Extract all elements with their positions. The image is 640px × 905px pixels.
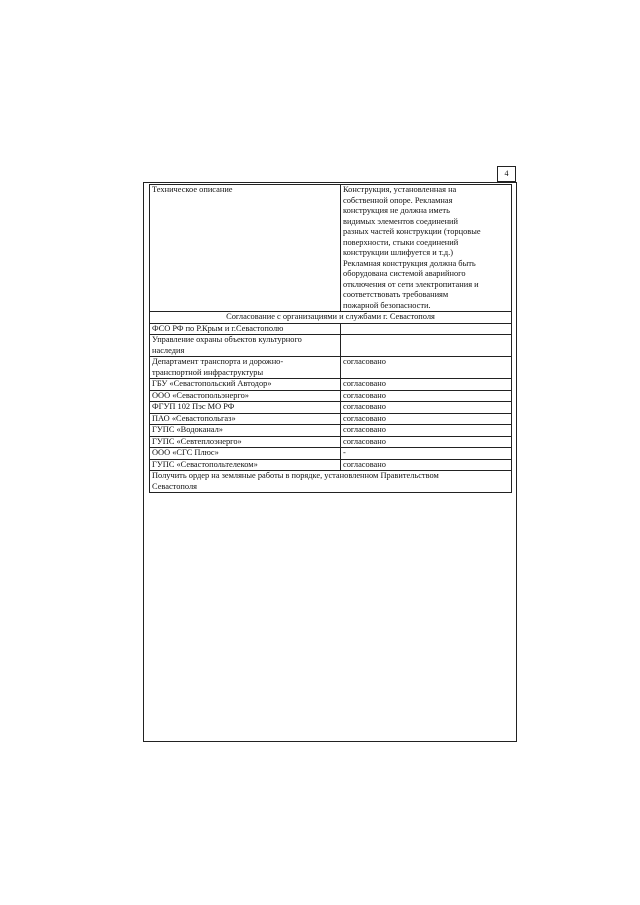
org-line: ООО «СГС Плюс» <box>152 448 219 457</box>
org-line: наследия <box>152 345 185 355</box>
org-line: ГУПС «Севтеплоэнерго» <box>152 436 242 446</box>
tech-description-row <box>150 185 512 312</box>
tech-line: отключения от сети электропитания и <box>343 279 479 289</box>
approval-status: согласовано <box>341 425 512 437</box>
tech-line: конструкция не должна иметь <box>343 206 450 215</box>
tech-line: Конструкция, установленная на <box>343 185 457 194</box>
tech-line: Рекламная конструкция должна быть <box>343 258 476 268</box>
tech-line: поверхности, стыки соединений <box>343 237 459 247</box>
org-line: Управление охраны объектов культурного <box>152 335 302 344</box>
org-line: ФГУП 102 Пэс МО РФ <box>152 402 235 411</box>
table-row <box>150 323 512 335</box>
tech-line: оборудована системой аварийного <box>343 269 466 278</box>
org-line: ГБУ «Севастопольский Автодор» <box>152 379 272 388</box>
org-name <box>150 436 341 448</box>
footer-note <box>150 471 512 493</box>
tech-description-text <box>341 185 512 312</box>
org-name <box>150 390 341 402</box>
approval-table <box>149 184 512 493</box>
org-line: транспортной инфраструктуры <box>152 367 264 377</box>
footer-line: Получить ордер на земляные работы в порядке, установленном Правительством <box>152 471 439 480</box>
table-row <box>150 402 512 414</box>
approval-status <box>341 323 512 335</box>
tech-line: соответствовать требованиям <box>343 290 449 299</box>
table-row <box>150 448 512 460</box>
org-name <box>150 379 341 391</box>
org-name <box>150 459 341 471</box>
org-line: ГУПС «Водоканал» <box>152 425 223 434</box>
tech-line: разных частей конструкции (торцовые <box>343 227 481 236</box>
footer-row <box>150 471 512 493</box>
approval-status: согласовано <box>341 357 512 379</box>
org-line: ООО «Севастопольэнерго» <box>152 390 249 400</box>
tech-line: конструкции шлифуется и т.д.) <box>343 248 454 257</box>
org-line: ФСО РФ по Р.Крым и г.Севастополю <box>152 323 284 333</box>
org-line: ПАО «Севастопольгаз» <box>152 413 236 423</box>
approval-status: согласовано <box>341 402 512 414</box>
org-name <box>150 323 341 335</box>
approval-status: согласовано <box>341 413 512 425</box>
org-name <box>150 335 341 357</box>
org-name <box>150 425 341 437</box>
approval-status: согласовано <box>341 390 512 402</box>
approval-status: - <box>341 448 512 460</box>
table-row <box>150 459 512 471</box>
org-line: ГУПС «Севастопольтелеком» <box>152 459 258 469</box>
approval-header: Согласование с организациями и службами г. Севастополя <box>150 312 512 324</box>
table-row <box>150 390 512 402</box>
approval-header-row <box>150 312 512 324</box>
table-row <box>150 425 512 437</box>
org-name <box>150 413 341 425</box>
table-row <box>150 379 512 391</box>
org-name <box>150 402 341 414</box>
tech-line: пожарной безопасности. <box>343 300 431 310</box>
org-name <box>150 357 341 379</box>
footer-line: Севастополя <box>152 481 198 491</box>
approval-status: согласовано <box>341 459 512 471</box>
approval-status: согласовано <box>341 436 512 448</box>
org-line: Департамент транспорта и дорожно- <box>152 357 284 366</box>
tech-line: собственной опоре. Рекламная <box>343 195 453 205</box>
org-name <box>150 448 341 460</box>
table-row <box>150 436 512 448</box>
table-row <box>150 413 512 425</box>
tech-description-label: Техническое описание <box>150 185 341 312</box>
approval-status <box>341 335 512 357</box>
approval-status: согласовано <box>341 379 512 391</box>
table-row <box>150 335 512 357</box>
page-number: 4 <box>497 166 516 182</box>
table-row <box>150 357 512 379</box>
tech-line: видимых элементов соединений <box>343 216 459 226</box>
